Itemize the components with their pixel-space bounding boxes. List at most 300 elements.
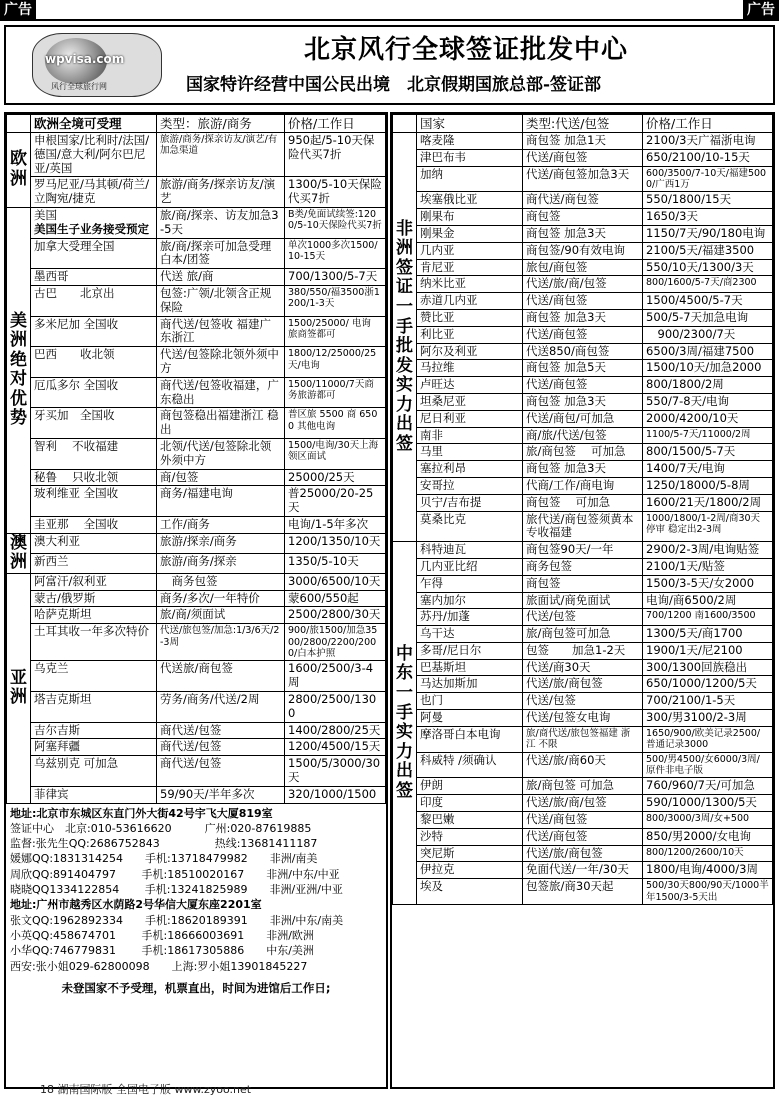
price-cell: 1200/1350/10天 bbox=[285, 533, 386, 553]
country-name: 澳大利亚 bbox=[34, 533, 80, 548]
country-cell bbox=[417, 795, 523, 812]
country-name: 坦桑尼亚 bbox=[420, 393, 466, 408]
region-label: 美洲绝对优势 bbox=[7, 207, 31, 533]
contact-line: 签证中心 北京:010-53616620 广州:020-87619885 bbox=[10, 821, 312, 835]
table-row bbox=[393, 242, 773, 259]
table-row bbox=[7, 756, 386, 787]
country-name: 古巴 北京出 bbox=[34, 285, 115, 300]
type-cell: 代送/商包签 bbox=[523, 326, 643, 343]
region-header bbox=[393, 115, 417, 133]
country-cell bbox=[31, 377, 157, 408]
country-cell bbox=[417, 592, 523, 609]
country-name: 土耳其收一年多次特价 bbox=[34, 624, 149, 639]
price-cell: 300/1300回族稳出 bbox=[643, 659, 773, 676]
country-cell bbox=[417, 845, 523, 862]
price-cell: 550/1800/15天 bbox=[643, 192, 773, 209]
price-cell: 800/3000/3周/女+500 bbox=[643, 812, 773, 829]
table-row bbox=[7, 573, 386, 590]
table-row bbox=[393, 726, 773, 752]
country-cell bbox=[31, 533, 157, 553]
type-cell: 旅/商包签 可加急 bbox=[523, 444, 643, 461]
type-cell: 代送/旅/商包签 bbox=[523, 845, 643, 862]
table-row bbox=[7, 133, 386, 177]
table-row bbox=[7, 739, 386, 756]
table-row bbox=[7, 469, 386, 486]
country-name: 巴基斯坦 bbox=[420, 659, 466, 674]
table-row bbox=[7, 269, 386, 286]
region-label: 欧洲 bbox=[7, 133, 31, 208]
country-name: 菲律宾 bbox=[34, 786, 69, 801]
country-cell bbox=[417, 360, 523, 377]
type-cell: 商代送/商包签 bbox=[523, 192, 643, 209]
country-name: 埃塞俄比亚 bbox=[420, 192, 478, 207]
country-name: 乍得 bbox=[420, 575, 443, 590]
type-cell: 商务包签 bbox=[157, 573, 285, 590]
table-row bbox=[393, 592, 773, 609]
type-cell: 劳务/商务/代送/2周 bbox=[157, 691, 285, 722]
price-cell: 800/1500/5-7天 bbox=[643, 444, 773, 461]
country-header: 欧洲全境可受理 bbox=[31, 115, 157, 133]
page-footer: 18 湖南国际版 全国电子版 www.zyoo.net bbox=[40, 1083, 252, 1096]
country-name: 南非 bbox=[420, 427, 443, 442]
country-cell bbox=[31, 661, 157, 692]
country-name: 尼日利亚 bbox=[420, 410, 466, 425]
country-name: 多哥/尼日尔 bbox=[420, 642, 482, 657]
country-cell bbox=[417, 393, 523, 410]
price-header: 价格/工作日 bbox=[643, 115, 773, 133]
type-cell: 商务/多次/一年特价 bbox=[157, 590, 285, 607]
type-cell: 旅面试/商免面试 bbox=[523, 592, 643, 609]
type-cell: 商代送/包签 bbox=[157, 739, 285, 756]
table-row bbox=[7, 316, 386, 347]
price-cell: 900/2300/7天 bbox=[643, 326, 773, 343]
type-cell: 旅游/商务/探亲 bbox=[157, 553, 285, 573]
country-cell bbox=[417, 209, 523, 226]
type-cell: 商包签 加急3天 bbox=[523, 461, 643, 478]
type-cell: 商代送/包签收福建，广东稳出 bbox=[157, 377, 285, 408]
price-cell: 1200/4500/15天 bbox=[285, 739, 386, 756]
table-row bbox=[393, 812, 773, 829]
country-name: 几内亚比绍 bbox=[420, 558, 478, 573]
type-cell: 代送 旅/商 bbox=[157, 269, 285, 286]
contact-line: 晓晓QQ1334122854 手机:13241825989 非洲/亚洲/中亚 bbox=[10, 883, 343, 897]
country-cell bbox=[417, 133, 523, 150]
country-cell bbox=[417, 377, 523, 394]
country-cell bbox=[31, 133, 157, 177]
right-price-table bbox=[392, 114, 773, 905]
country-cell bbox=[417, 558, 523, 575]
country-name: 安哥拉 bbox=[420, 477, 455, 492]
country-name: 赤道几内亚 bbox=[420, 293, 478, 308]
country-name: 伊拉克 bbox=[420, 862, 455, 877]
country-cell bbox=[31, 756, 157, 787]
contact-line: 小英QQ:458674701 手机:18666003691 非洲/欧洲 bbox=[10, 928, 314, 942]
price-cell: 300/男3100/2-3周 bbox=[643, 710, 773, 727]
table-row bbox=[7, 553, 386, 573]
price-cell: 600/3500/7-10天/福建5000/广西1万 bbox=[643, 166, 773, 192]
country-name: 新西兰 bbox=[34, 553, 69, 568]
table-row bbox=[393, 477, 773, 494]
country-cell bbox=[31, 590, 157, 607]
price-cell: 2800/2500/1300 bbox=[285, 691, 386, 722]
country-cell bbox=[417, 259, 523, 276]
country-name: 肯尼亚 bbox=[420, 259, 455, 274]
price-cell: 电询/1-5年多次 bbox=[285, 516, 386, 533]
contact-line: 地址:广州市越秀区水荫路2号华信大厦东座2201室 bbox=[10, 898, 262, 912]
country-name: 马达加斯加 bbox=[420, 676, 478, 691]
type-cell: 商/包签 bbox=[157, 469, 285, 486]
country-name: 马里 bbox=[420, 444, 443, 459]
table-row bbox=[393, 609, 773, 626]
price-cell: 500/男4500/女6000/3周/原件非电子版 bbox=[643, 752, 773, 778]
type-cell: 工作/商务 bbox=[157, 516, 285, 533]
country-header: 国家 bbox=[417, 115, 523, 133]
country-name: 利比亚 bbox=[420, 326, 455, 341]
table-row bbox=[7, 238, 386, 269]
type-cell: 商包签90天/一年 bbox=[523, 542, 643, 559]
country-name: 突尼斯 bbox=[420, 845, 455, 860]
country-name: 津巴布韦 bbox=[420, 149, 466, 164]
table-row bbox=[393, 149, 773, 166]
region-label: 中东一手实力出签 bbox=[393, 542, 417, 905]
country-cell bbox=[31, 691, 157, 722]
table-row bbox=[7, 486, 386, 517]
type-cell: 包签旅/商30天起 bbox=[523, 879, 643, 905]
type-cell: 商代送/包签 bbox=[157, 722, 285, 739]
table-row bbox=[393, 293, 773, 310]
country-cell bbox=[417, 149, 523, 166]
price-cell: 700/2100/1-5天 bbox=[643, 693, 773, 710]
type-cell: 代送/商包签 bbox=[523, 377, 643, 394]
type-cell: 旅包/商包签 bbox=[523, 259, 643, 276]
price-cell: 1500/4500/5-7天 bbox=[643, 293, 773, 310]
country-cell bbox=[417, 410, 523, 427]
price-cell: 1600/2500/3-4周 bbox=[285, 661, 386, 692]
table-row bbox=[393, 879, 773, 905]
country-name: 马拉维 bbox=[420, 360, 455, 375]
country-name: 哈萨克斯坦 bbox=[34, 607, 92, 622]
contact-line: 张文QQ:1962892334 手机:18620189391 非洲/中东/南美 bbox=[10, 913, 344, 927]
price-cell: 380/550/福3500浙1200/1-3天 bbox=[285, 285, 386, 316]
type-cell: 代送/旅/商/包签 bbox=[523, 795, 643, 812]
country-cell bbox=[417, 726, 523, 752]
price-cell: 800/1200/2600/10天 bbox=[643, 845, 773, 862]
country-cell bbox=[417, 693, 523, 710]
contact-line: 监督:张先生QQ:2686752843 热线:13681411187 bbox=[10, 837, 318, 851]
price-cell: 6500/3周/福建7500 bbox=[643, 343, 773, 360]
country-cell bbox=[417, 477, 523, 494]
price-cell: 1500/5/3000/30天 bbox=[285, 756, 386, 787]
table-row bbox=[393, 676, 773, 693]
country-name: 喀麦隆 bbox=[420, 133, 455, 147]
price-cell: 500/30天800/90天/1000半年1500/3-5天出 bbox=[643, 879, 773, 905]
type-cell: 旅/商/探亲可加急受理白本/团签 bbox=[157, 238, 285, 269]
table-row bbox=[7, 516, 386, 533]
price-header: 价格/工作日 bbox=[285, 115, 386, 133]
contact-line: 周欣QQ:891404797 手机:18510020167 非洲/中东/中亚 bbox=[10, 867, 340, 881]
type-cell: 包签:广领/北领含正规保险 bbox=[157, 285, 285, 316]
ad-label-left: 广告 bbox=[0, 0, 36, 20]
table-row bbox=[7, 661, 386, 692]
type-cell: 代送旅/商包签 bbox=[157, 661, 285, 692]
country-name: 纳米比亚 bbox=[420, 276, 466, 291]
left-price-table bbox=[6, 114, 386, 804]
country-name: 印度 bbox=[420, 795, 443, 810]
price-cell: 2100/3天广福浙电询 bbox=[643, 133, 773, 150]
page-title: 北京风行全球签证批发中心 bbox=[303, 35, 628, 65]
country-cell bbox=[417, 427, 523, 444]
price-cell: 1900/1天/尼2100 bbox=[643, 642, 773, 659]
country-name: 加纳 bbox=[420, 166, 443, 181]
price-cell: 950起/5-10天保险代买7折 bbox=[285, 133, 386, 177]
country-name: 卢旺达 bbox=[420, 377, 455, 392]
price-cell: 500/5-7天加急电询 bbox=[643, 309, 773, 326]
table-row bbox=[7, 207, 386, 238]
page-subtitle: 国家特许经营中国公民出境 北京假期国旅总部-签证部 bbox=[186, 75, 602, 95]
price-cell: 普25000/20-25天 bbox=[285, 486, 386, 517]
price-cell: 单次1000多次1500/10-15天 bbox=[285, 238, 386, 269]
table-row bbox=[393, 276, 773, 293]
table-row bbox=[393, 393, 773, 410]
country-name: 厄瓜多尔 全国收 bbox=[34, 377, 119, 392]
country-cell bbox=[31, 438, 157, 469]
table-row bbox=[393, 659, 773, 676]
table-row bbox=[7, 722, 386, 739]
price-cell: 1500/电询/30天上海领区面试 bbox=[285, 438, 386, 469]
type-cell: 旅/商包签可加急 bbox=[523, 626, 643, 643]
type-cell: 商包签 加急3天 bbox=[523, 225, 643, 242]
type-cell: 旅游/探亲/商务 bbox=[157, 533, 285, 553]
type-cell: 旅/商代送/旅包签福建 浙江 不限 bbox=[523, 726, 643, 752]
banner bbox=[4, 25, 775, 105]
table-row bbox=[393, 795, 773, 812]
country-note: 美国生子业务接受预定 bbox=[34, 221, 149, 236]
country-cell bbox=[417, 225, 523, 242]
table-row bbox=[7, 691, 386, 722]
country-name: 墨西哥 bbox=[34, 269, 69, 284]
country-cell bbox=[417, 879, 523, 905]
type-cell: 代送/商30天 bbox=[523, 659, 643, 676]
type-cell: 商包签稳出福建浙江 稳出 bbox=[157, 408, 285, 439]
country-name: 乌兹别克 可加急 bbox=[34, 756, 119, 771]
table-row bbox=[393, 575, 773, 592]
country-name: 埃及 bbox=[420, 879, 443, 894]
table-row bbox=[393, 461, 773, 478]
price-cell: 1800/12/25000/25天/电询 bbox=[285, 347, 386, 378]
country-cell bbox=[417, 242, 523, 259]
country-name: 赞比亚 bbox=[420, 309, 455, 324]
table-row bbox=[7, 177, 386, 208]
table-row bbox=[393, 343, 773, 360]
table-row bbox=[7, 408, 386, 439]
type-cell: 代送/旅包签/加急:1/3/6天/2-3周 bbox=[157, 624, 285, 661]
table-row bbox=[393, 166, 773, 192]
type-cell: 代送/旅/商包签 bbox=[523, 676, 643, 693]
price-cell: 2500/2800/30天 bbox=[285, 607, 386, 624]
contact-block bbox=[6, 804, 386, 976]
country-cell bbox=[31, 553, 157, 573]
type-cell: 代送/包签 bbox=[523, 693, 643, 710]
country-cell bbox=[417, 778, 523, 795]
type-cell: 商代送/包签收 福建广东浙江 bbox=[157, 316, 285, 347]
type-cell: 代送/包签除北领外须中方 bbox=[157, 347, 285, 378]
country-cell bbox=[31, 207, 157, 238]
region-label: 亚洲 bbox=[7, 573, 31, 803]
price-cell: 320/1000/1500 bbox=[285, 786, 386, 803]
table-row bbox=[393, 626, 773, 643]
country-cell bbox=[417, 293, 523, 310]
country-name: 伊朗 bbox=[420, 778, 443, 793]
type-cell: 包签 加急1-2天 bbox=[523, 642, 643, 659]
table-row bbox=[393, 693, 773, 710]
price-cell: 3000/6500/10天 bbox=[285, 573, 386, 590]
table-row bbox=[393, 309, 773, 326]
price-cell: 1600/21天/1800/2周 bbox=[643, 494, 773, 511]
type-cell: 旅游/商务/探亲访友/演艺 bbox=[157, 177, 285, 208]
price-cell: 650/2100/10-15天 bbox=[643, 149, 773, 166]
country-name: 乌克兰 bbox=[34, 661, 69, 676]
left-price-panel bbox=[4, 112, 388, 1089]
price-cell: 1500/3-5天/女2000 bbox=[643, 575, 773, 592]
country-cell bbox=[31, 316, 157, 347]
contact-line: 西安:张小姐029-62800098 上海:罗小姐13901845227 bbox=[10, 959, 308, 973]
type-cell: 商代送/包签 bbox=[157, 756, 285, 787]
country-cell bbox=[31, 516, 157, 533]
top-rule bbox=[0, 19, 779, 21]
country-name: 黎巴嫩 bbox=[420, 812, 455, 827]
table-row bbox=[393, 209, 773, 226]
country-cell bbox=[417, 542, 523, 559]
country-name: 苏丹/加蓬 bbox=[420, 609, 470, 624]
type-cell: 代送/旅/商60天 bbox=[523, 752, 643, 778]
type-cell: 北领/代送/包签除北领外须中方 bbox=[157, 438, 285, 469]
table-row bbox=[393, 225, 773, 242]
region-label: 澳洲 bbox=[7, 533, 31, 573]
type-cell: 代送/商包签 bbox=[523, 293, 643, 310]
table-row bbox=[393, 542, 773, 559]
country-cell bbox=[31, 573, 157, 590]
country-name: 加拿大受理全国 bbox=[34, 238, 115, 253]
country-cell bbox=[31, 285, 157, 316]
table-row bbox=[393, 360, 773, 377]
country-name: 阿曼 bbox=[420, 710, 443, 725]
type-cell: 旅/商包签 可加急 bbox=[523, 778, 643, 795]
country-name: 吉尔吉斯 bbox=[34, 722, 80, 737]
country-name: 美国 bbox=[34, 207, 57, 222]
price-cell: 850/男2000/女电询 bbox=[643, 828, 773, 845]
type-cell: 代送/包签女电询 bbox=[523, 710, 643, 727]
country-name: 科特迪瓦 bbox=[420, 542, 466, 557]
table-header bbox=[393, 115, 773, 133]
price-cell: 1400/2800/25天 bbox=[285, 722, 386, 739]
type-header: 类型：旅游/商务 bbox=[157, 115, 285, 133]
country-name: 乌干达 bbox=[420, 626, 455, 641]
country-name: 阿富汗/叙利亚 bbox=[34, 573, 107, 588]
country-name: 科威特 /须确认 bbox=[420, 752, 497, 767]
country-cell bbox=[417, 828, 523, 845]
price-cell: 590/1000/1300/5天 bbox=[643, 795, 773, 812]
country-cell bbox=[417, 494, 523, 511]
country-name: 圭亚那 全国收 bbox=[34, 516, 119, 531]
country-cell bbox=[417, 752, 523, 778]
country-name: 塞拉利昂 bbox=[420, 461, 466, 476]
country-cell bbox=[31, 739, 157, 756]
country-cell bbox=[31, 238, 157, 269]
country-name: 塔吉克斯坦 bbox=[34, 691, 92, 706]
type-cell: 商包签 可加急 bbox=[523, 494, 643, 511]
ad-label-right: 广告 bbox=[743, 0, 779, 20]
country-cell bbox=[31, 177, 157, 208]
price-cell: 2100/1天/贴签 bbox=[643, 558, 773, 575]
country-name: 莫桑比克 bbox=[420, 511, 466, 526]
contact-line: 媛娜QQ:1831314254 手机:13718479982 非洲/南美 bbox=[10, 852, 318, 866]
table-row bbox=[393, 133, 773, 150]
price-cell: 1250/18000/5-8周 bbox=[643, 477, 773, 494]
price-cell: 1500/10天/加急2000 bbox=[643, 360, 773, 377]
price-cell: 1800/电询/4000/3周 bbox=[643, 862, 773, 879]
type-cell: 旅游/商务/探亲访友/演艺/有加急渠道 bbox=[157, 133, 285, 177]
region-label: 非洲签证一手批发实力出签 bbox=[393, 133, 417, 542]
country-name: 阿塞拜疆 bbox=[34, 739, 80, 754]
price-cell: 1300/5天/商1700 bbox=[643, 626, 773, 643]
table-row bbox=[393, 494, 773, 511]
price-cell: 普区旅 5500 商 6500 其他电询 bbox=[285, 408, 386, 439]
price-cell: 1350/5-10天 bbox=[285, 553, 386, 573]
price-cell: 700/1200 南1600/3500 bbox=[643, 609, 773, 626]
type-cell: 商包签 加急1天 bbox=[523, 133, 643, 150]
country-cell bbox=[417, 812, 523, 829]
country-cell bbox=[31, 607, 157, 624]
country-name: 智利 不收福建 bbox=[34, 438, 119, 453]
country-cell bbox=[31, 786, 157, 803]
footnote: 未登国家不予受理，机票直出，时间为进馆后工作日; bbox=[61, 980, 331, 995]
type-cell: 商包签 加急3天 bbox=[523, 393, 643, 410]
region-header bbox=[7, 115, 31, 133]
type-cell: 商包签 加急3天 bbox=[523, 309, 643, 326]
table-row bbox=[393, 259, 773, 276]
price-cell: 电询/商6500/2周 bbox=[643, 592, 773, 609]
country-cell bbox=[417, 676, 523, 693]
price-cell: 1500/25000/ 电询 旅商签都可 bbox=[285, 316, 386, 347]
table-row bbox=[393, 642, 773, 659]
table-row bbox=[393, 778, 773, 795]
table-row bbox=[393, 558, 773, 575]
table-row bbox=[393, 752, 773, 778]
type-cell: 代送/商包/可加急 bbox=[523, 410, 643, 427]
country-name: 阿尔及利亚 bbox=[420, 343, 478, 358]
table-row bbox=[393, 511, 773, 542]
country-name: 几内亚 bbox=[420, 242, 455, 257]
country-name: 蒙古/俄罗斯 bbox=[34, 590, 96, 605]
country-cell bbox=[417, 626, 523, 643]
type-cell: 商包签 bbox=[523, 209, 643, 226]
price-cell: 1500/11000/7天商务旅游都可 bbox=[285, 377, 386, 408]
country-cell bbox=[417, 326, 523, 343]
price-cell: 900/旅1500/加急3500/2800/2200/2000/白本护照 bbox=[285, 624, 386, 661]
country-cell bbox=[31, 347, 157, 378]
country-name: 贝宁/吉布提 bbox=[420, 494, 482, 509]
price-cell: 700/1300/5-7天 bbox=[285, 269, 386, 286]
table-row bbox=[7, 285, 386, 316]
country-name: 刚果布 bbox=[420, 209, 455, 224]
type-cell: 商务包签 bbox=[523, 558, 643, 575]
type-cell: 旅/商/探亲、访友加急3-5天 bbox=[157, 207, 285, 238]
table-row bbox=[393, 326, 773, 343]
country-name: 沙特 bbox=[420, 828, 443, 843]
table-row bbox=[393, 862, 773, 879]
price-cell: 550/10天/1300/3天 bbox=[643, 259, 773, 276]
price-cell: 1300/5-10天保险代买7折 bbox=[285, 177, 386, 208]
